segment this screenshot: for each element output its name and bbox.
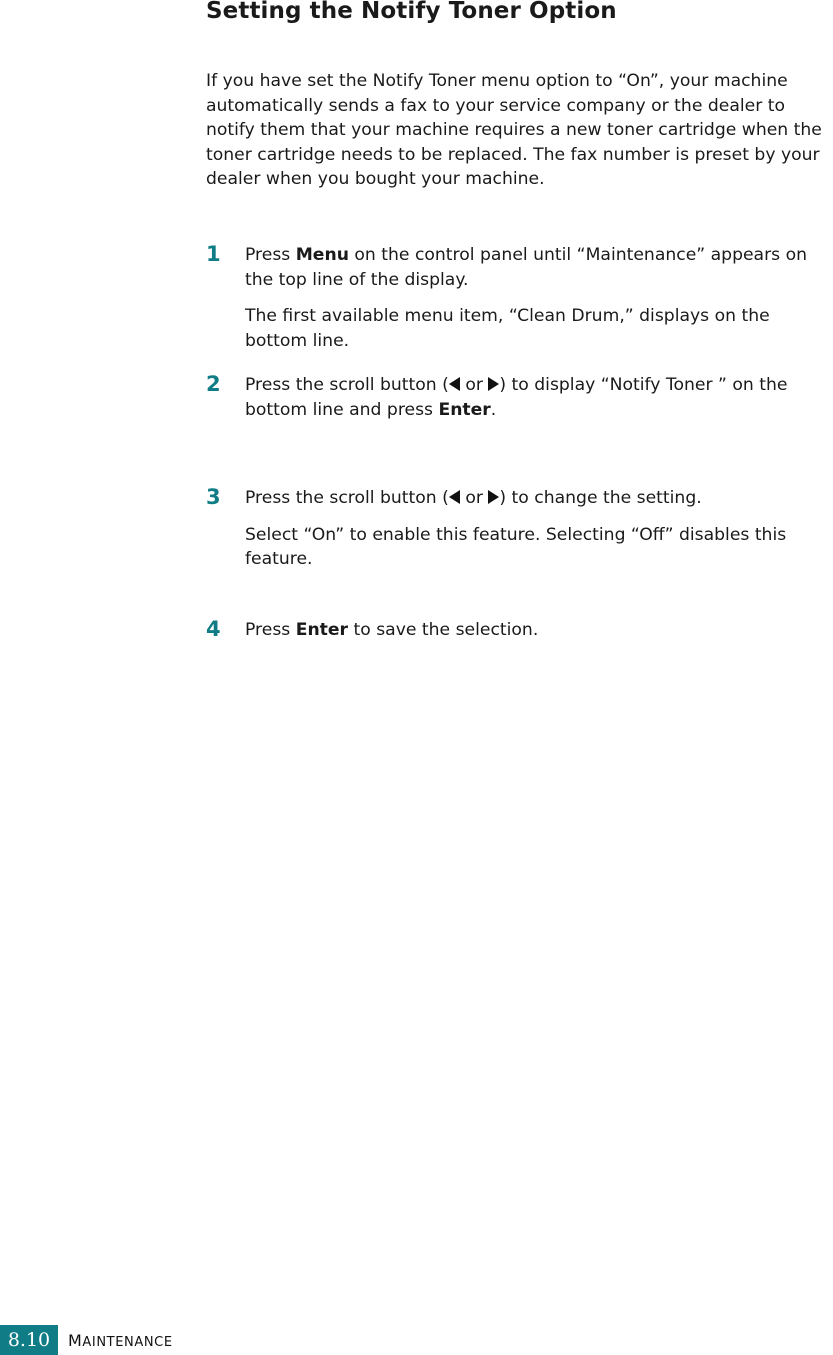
step-number: 4 [206,617,221,641]
step-text: Press Enter to save the selection. [245,620,539,640]
step-2 [206,373,833,422]
right-arrow-icon [488,377,499,391]
step-note: Select “On” to enable this feature. Selecting “Off” disables this feature. [245,524,787,570]
step-number: 2 [206,372,221,396]
step-1 [206,243,833,353]
step-number: 1 [206,242,221,266]
section-title: Setting the Notify Toner Option [206,0,617,24]
page-number: 8.10 [0,1325,58,1355]
intro-paragraph: If you have set the Notify Toner menu option to “On”, your machine automatically sends a fax to your service company or the dealer to notify them that your machine requires a new toner cartridge when the toner cartridge needs to be replaced. The fax number is preset by your dealer when you bought your machine. [206,71,822,190]
step-number: 3 [206,485,221,509]
enter-key-label: Enter [295,620,349,640]
section-footer-title: MAINTENANCE [68,1331,173,1350]
enter-key-label: Enter [438,399,491,420]
step-text: Press the scroll button ( or ) to display “Notify Toner ” on the bottom line and press Enter. [245,375,788,420]
left-arrow-icon [449,490,460,504]
left-arrow-icon [449,377,460,391]
step-text: Press the scroll button ( or ) to change the setting. [245,488,702,508]
right-arrow-icon [488,490,499,504]
step-note: The first available menu item, “Clean Drum,” displays on the bottom line. [245,306,770,351]
menu-key-label: Menu [295,245,349,265]
step-3 [206,486,833,572]
step-4 [206,618,833,643]
step-text: Press Menu on the control panel until “Maintenance” appears on the top line of the display. [245,245,807,290]
